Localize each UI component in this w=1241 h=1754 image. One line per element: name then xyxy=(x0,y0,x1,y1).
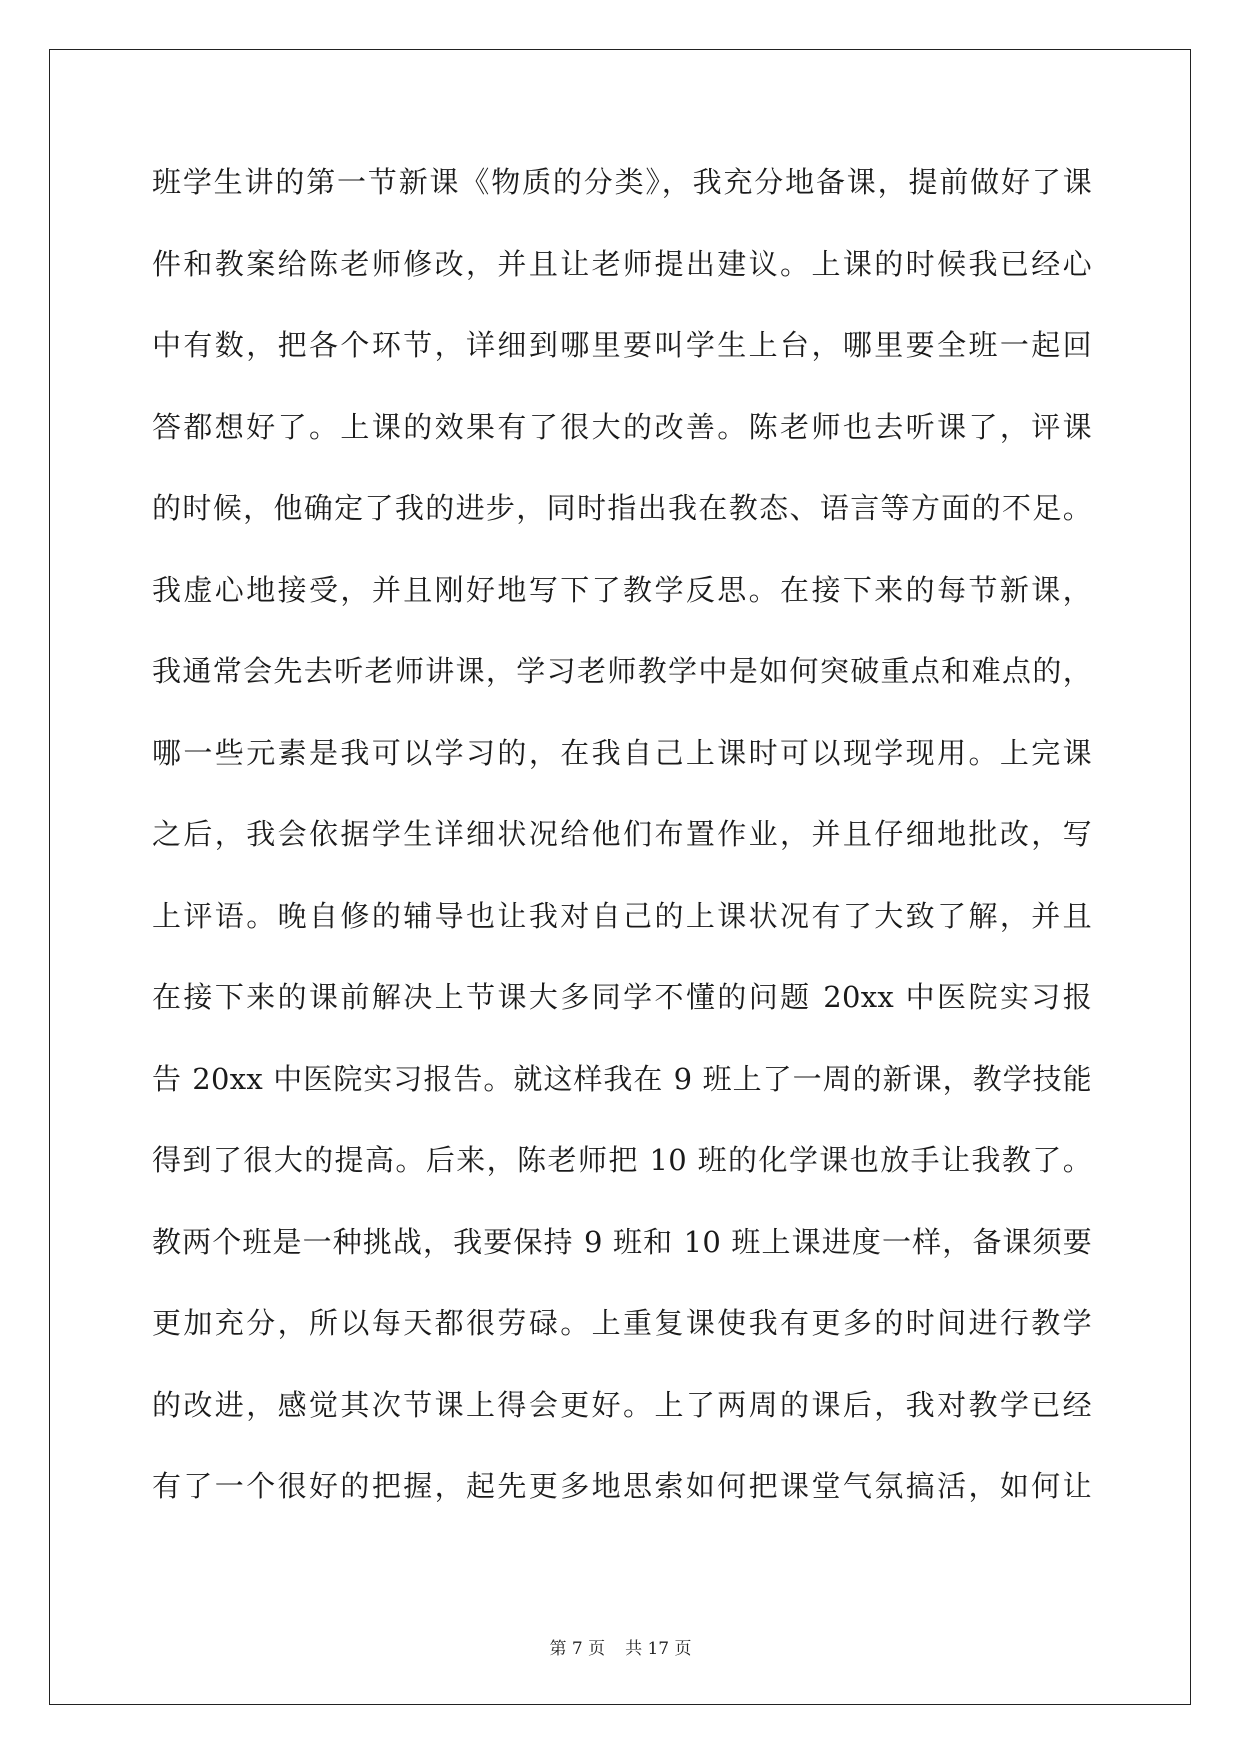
text-line: 更加充分，所以每天都很劳碌。上重复课使我有更多的时间进行教学 xyxy=(152,1306,1092,1340)
text-line: 我虚心地接受，并且刚好地写下了教学反思。在接下来的每节新课， xyxy=(152,572,1092,607)
text-line: 班学生讲的第一节新课《物质的分类》，我充分地备课，提前做好了课 xyxy=(152,165,1092,199)
text-line: 得到了很大的提高。后来，陈老师把 10 班的化学课也放手让我教了。 xyxy=(152,1143,1092,1177)
page-number: 第 7 页 xyxy=(549,1639,606,1659)
text-line: 答都想好了。上课的效果有了很大的改善。陈老师也去听课了，评课 xyxy=(152,409,1092,444)
text-line: 的时候，他确定了我的进步，同时指出我在教态、语言等方面的不足。 xyxy=(152,491,1092,525)
page-total: 共 17 页 xyxy=(625,1639,692,1659)
text-line: 哪一些元素是我可以学习的，在我自己上课时可以现学现用。上完课 xyxy=(152,735,1092,770)
text-line: 之后，我会依据学生详细状况给他们布置作业，并且仔细地批改，写 xyxy=(152,817,1092,851)
page-footer xyxy=(0,1634,1241,1659)
text-line: 教两个班是一种挑战，我要保持 9 班和 10 班上课进度一样，备课须要 xyxy=(152,1224,1092,1259)
text-line: 件和教案给陈老师修改，并且让老师提出建议。上课的时候我已经心 xyxy=(152,246,1092,281)
text-line: 在接下来的课前解决上节课大多同学不懂的问题 20xx 中医院实习报 xyxy=(152,980,1092,1014)
text-line: 的改进，感觉其次节课上得会更好。上了两周的课后，我对教学已经 xyxy=(152,1387,1092,1422)
text-line: 中有数，把各个环节，详细到哪里要叫学生上台，哪里要全班一起回 xyxy=(152,328,1092,362)
body-text xyxy=(152,162,1092,1548)
text-line: 我通常会先去听老师讲课，学习老师教学中是如何突破重点和难点的， xyxy=(152,654,1092,688)
text-line: 告 20xx 中医院实习报告。就这样我在 9 班上了一周的新课，教学技能 xyxy=(152,1061,1092,1096)
text-line: 有了一个很好的把握，起先更多地思索如何把课堂气氛搞活，如何让 xyxy=(152,1469,1092,1503)
text-line: 上评语。晚自修的辅导也让我对自己的上课状况有了大致了解，并且 xyxy=(152,898,1092,933)
